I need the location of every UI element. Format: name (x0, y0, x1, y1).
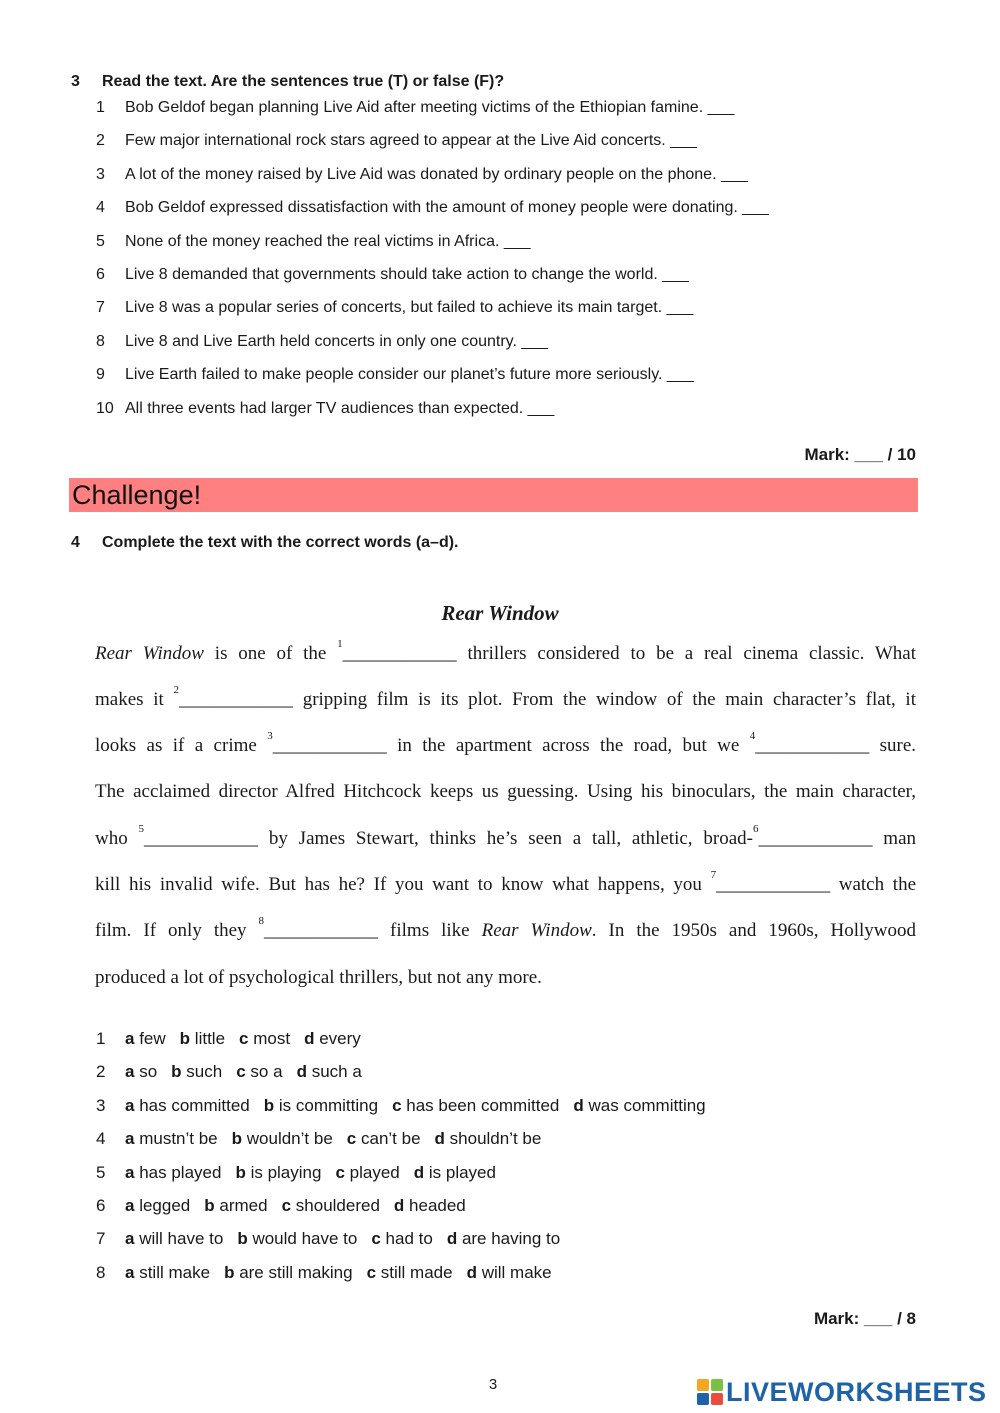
option-text: would have to (252, 1229, 358, 1249)
option-letter: c (346, 1129, 357, 1149)
option-number: 2 (96, 1062, 106, 1082)
option-text: mustn’t be (139, 1129, 218, 1149)
option-choice[interactable] (125, 1229, 223, 1248)
option-letter: c (281, 1196, 292, 1215)
option-choice[interactable] (573, 1096, 705, 1115)
statement-item (96, 233, 531, 251)
statement-number: 10 (96, 399, 114, 417)
exercise-number: 3 (71, 73, 80, 90)
passage-text: films like (378, 920, 482, 941)
passage-text: is one of the (203, 643, 338, 664)
option-text: few (139, 1029, 166, 1048)
gap-blank[interactable]: ____________ (264, 920, 379, 941)
option-choice[interactable] (235, 1163, 321, 1182)
option-letter: b (171, 1062, 182, 1082)
option-choice[interactable] (371, 1229, 432, 1248)
option-choice[interactable] (236, 1062, 282, 1081)
gap-number: 8 (258, 915, 265, 927)
italic-title: Rear Window (95, 643, 204, 664)
passage-text: thrillers considered to be a real cinema classic. What (456, 643, 916, 664)
option-text: headed (409, 1196, 466, 1215)
option-text: has committed (139, 1095, 250, 1115)
passage-line (95, 869, 917, 897)
option-choice[interactable] (232, 1129, 333, 1148)
option-choice[interactable] (435, 1129, 542, 1148)
option-letter: a (125, 1129, 135, 1149)
passage-text: sure. (869, 735, 917, 756)
option-choice[interactable] (171, 1062, 222, 1081)
statement-item (96, 266, 689, 284)
option-choice[interactable] (447, 1229, 560, 1248)
option-choice[interactable] (125, 1163, 221, 1182)
option-text: are still making (239, 1262, 353, 1282)
option-letter: d (446, 1229, 458, 1249)
statement-number: 1 (96, 99, 105, 116)
passage-text: kill his invalid wife. But has he? If you want to know what happens, you (95, 874, 711, 895)
statement-text[interactable]: Few major international rock stars agreed to appear at the Live Aid concerts. ___ (125, 132, 697, 150)
passage-text: who (95, 828, 139, 849)
option-choice[interactable] (264, 1096, 378, 1115)
option-text: armed (219, 1196, 268, 1215)
passage-text: by James Stewart, thinks he’s seen a tall, athletic, broad- (258, 828, 753, 849)
option-text: was committing (588, 1095, 706, 1115)
statement-number: 3 (96, 165, 105, 183)
answer-options-row (96, 1129, 541, 1149)
answer-options-row (96, 1062, 362, 1082)
option-letter: d (304, 1029, 315, 1048)
option-letter: b (224, 1262, 235, 1282)
option-letter: a (125, 1062, 135, 1082)
statement-item (96, 99, 734, 117)
italic-title: Rear Window (481, 920, 592, 941)
option-letter: c (236, 1062, 246, 1082)
passage-text: makes it (95, 689, 174, 710)
passage-text: gripping film is its plot. From the window of the main character’s flat, it (293, 689, 916, 710)
gap-blank[interactable]: ____________ (342, 643, 457, 664)
option-text: has been committed (406, 1095, 560, 1115)
option-letter: c (366, 1262, 377, 1282)
option-letter: b (235, 1162, 246, 1182)
option-letter: a (125, 1095, 135, 1115)
option-text: is committing (278, 1095, 379, 1115)
option-choice[interactable] (237, 1229, 357, 1248)
option-number: 5 (96, 1162, 106, 1182)
option-text: is playing (250, 1162, 322, 1182)
statement-text[interactable]: A lot of the money raised by Live Aid was donated by ordinary people on the phone. ___ (125, 165, 748, 183)
gap-number: 2 (173, 684, 179, 696)
option-text: such (186, 1062, 223, 1082)
option-letter: c (392, 1095, 402, 1115)
option-text: can’t be (360, 1129, 421, 1149)
gap-blank[interactable]: ____________ (758, 828, 873, 849)
option-text: still make (139, 1262, 211, 1282)
statement-text[interactable]: Bob Geldof expressed dissatisfaction with the amount of money people were donating. ___ (125, 199, 769, 217)
option-number: 3 (96, 1095, 106, 1115)
exercise-4-heading (71, 534, 459, 552)
statement-text[interactable]: Live 8 demanded that governments should take action to change the world. ___ (125, 266, 689, 283)
answer-options-row (96, 1263, 552, 1283)
option-number: 4 (96, 1129, 106, 1149)
option-letter: c (335, 1162, 345, 1182)
answer-options-row (96, 1229, 560, 1249)
statement-text[interactable]: Live 8 and Live Earth held concerts in only one country. ___ (125, 332, 549, 350)
option-text: has played (139, 1162, 222, 1182)
option-text: had to (385, 1229, 433, 1249)
option-letter: b (263, 1095, 275, 1115)
option-letter: d (393, 1196, 405, 1215)
option-choice[interactable] (335, 1163, 399, 1182)
gap-blank[interactable]: ____________ (716, 874, 831, 895)
passage-text: produced a lot of psychological thrillers, but not any more. (95, 967, 542, 988)
option-choice[interactable] (125, 1263, 210, 1282)
option-letter: d (413, 1162, 425, 1182)
statement-number: 7 (96, 299, 105, 317)
option-choice[interactable] (125, 1129, 218, 1148)
gap-number: 4 (749, 730, 756, 742)
option-letter: d (434, 1129, 445, 1149)
option-text: every (319, 1029, 361, 1048)
passage-line (95, 966, 916, 990)
option-text: shouldn’t be (449, 1129, 542, 1149)
option-letter: c (371, 1229, 381, 1249)
passage-text: The acclaimed director Alfred Hitchcock keeps us guessing. Using his binoculars, the main character, (95, 781, 916, 802)
statement-text[interactable]: Live 8 was a popular series of concerts, but failed to achieve its main target. ___ (125, 299, 694, 317)
passage-line (95, 780, 916, 804)
option-number: 6 (96, 1196, 106, 1215)
option-choice[interactable] (414, 1163, 496, 1182)
option-choice[interactable] (125, 1062, 157, 1081)
option-choice[interactable] (224, 1263, 353, 1282)
passage-title: Rear Window (441, 601, 559, 625)
option-choice[interactable] (367, 1263, 453, 1282)
option-letter: b (179, 1029, 191, 1048)
statement-text[interactable]: None of the money reached the real victims in Africa. ___ (125, 232, 531, 250)
passage-text: in the apartment across the road, but we (386, 735, 750, 756)
exercise-3-heading (71, 73, 504, 91)
exercise-instruction: Complete the text with the correct words (a–d). (102, 534, 459, 551)
answer-options-row (96, 1196, 466, 1216)
passage-text: . In the 1950s and 1960s, Hollywood (591, 920, 916, 941)
passage-line (95, 684, 916, 712)
option-letter: a (125, 1262, 135, 1282)
option-text: so (139, 1062, 158, 1082)
option-text: wouldn’t be (246, 1129, 333, 1149)
gap-number: 5 (138, 823, 145, 835)
statement-number: 4 (96, 199, 105, 217)
statement-item (96, 299, 693, 317)
option-text: will make (481, 1262, 552, 1282)
option-number: 8 (96, 1262, 106, 1282)
option-text: most (253, 1029, 291, 1048)
gap-number: 1 (337, 638, 343, 650)
option-choice[interactable] (297, 1062, 362, 1081)
option-number: 1 (96, 1029, 106, 1048)
passage-text: man (872, 828, 916, 849)
option-letter: a (125, 1029, 135, 1048)
option-letter: b (204, 1196, 215, 1215)
passage-text: looks as if a crime (95, 735, 268, 756)
passage-line (95, 638, 916, 666)
option-letter: c (239, 1029, 249, 1048)
passage-line (95, 915, 916, 943)
option-choice[interactable] (467, 1263, 552, 1282)
statement-text[interactable]: All three events had larger TV audiences than expected. ___ (125, 399, 555, 417)
exercise-instruction: Read the text. Are the sentences true (T) or false (F)? (102, 73, 505, 90)
statement-number: 5 (96, 232, 105, 250)
option-choice[interactable] (125, 1096, 250, 1115)
option-letter: d (466, 1262, 477, 1282)
option-choice[interactable] (394, 1196, 466, 1215)
option-choice[interactable] (304, 1029, 361, 1048)
gap-blank[interactable]: ____________ (272, 735, 387, 756)
option-text: is played (428, 1162, 496, 1182)
option-text: so a (250, 1062, 283, 1082)
option-text: little (194, 1029, 226, 1048)
option-letter: a (125, 1229, 135, 1249)
exercise-4-mark: Mark: ___ / 8 (813, 1309, 916, 1328)
statement-number: 6 (96, 266, 105, 283)
option-choice[interactable] (125, 1196, 190, 1215)
gap-number: 3 (267, 730, 273, 742)
gap-number: 6 (752, 823, 759, 835)
statement-number: 8 (96, 332, 105, 350)
option-letter: a (125, 1162, 135, 1182)
option-letter: b (237, 1229, 248, 1249)
option-choice[interactable] (239, 1029, 290, 1048)
option-text: still made (380, 1262, 453, 1282)
option-text: will have to (139, 1229, 224, 1249)
passage-text: watch the (830, 874, 917, 895)
gap-blank[interactable]: ____________ (144, 828, 259, 849)
answer-options-row (96, 1163, 496, 1183)
option-choice[interactable] (204, 1196, 267, 1215)
challenge-banner: Challenge! (69, 478, 918, 512)
option-letter: b (231, 1129, 243, 1149)
statement-item (96, 400, 554, 418)
option-choice[interactable] (125, 1029, 166, 1048)
statement-item (96, 366, 694, 384)
statement-number: 9 (96, 366, 105, 384)
option-number: 7 (96, 1229, 106, 1249)
passage-line (95, 730, 917, 758)
statement-number: 2 (96, 132, 105, 150)
option-choice[interactable] (282, 1196, 380, 1215)
answer-options-row (96, 1096, 706, 1116)
exercise-number: 4 (71, 534, 80, 551)
statement-text[interactable]: Live Earth failed to make people consider our planet’s future more seriously. ___ (125, 366, 694, 384)
answer-options-row (96, 1029, 361, 1049)
statement-item (96, 199, 769, 217)
option-letter: d (296, 1062, 307, 1082)
option-letter: a (125, 1196, 135, 1215)
gap-blank[interactable]: ____________ (179, 689, 293, 710)
liveworksheets-logo[interactable] (697, 1376, 987, 1408)
gap-blank[interactable]: ____________ (755, 735, 870, 756)
option-text: shouldered (295, 1196, 380, 1215)
liveworksheets-logo-icon (697, 1379, 723, 1405)
statement-item (96, 166, 748, 184)
page-number: 3 (488, 1376, 498, 1393)
option-text: such a (311, 1062, 362, 1082)
statement-text[interactable]: Bob Geldof began planning Live Aid after meeting victims of the Ethiopian famine. ___ (125, 99, 735, 116)
logo-text: LIVEWORKSHEETS (726, 1376, 987, 1407)
option-text: are having to (461, 1229, 561, 1249)
passage-text: film. If only they (95, 920, 259, 941)
option-text: played (349, 1162, 400, 1182)
option-letter: d (573, 1095, 584, 1115)
exercise-3-mark: Mark: ___ / 10 (804, 445, 916, 464)
statement-item (96, 333, 548, 351)
gap-number: 7 (710, 869, 717, 881)
option-choice[interactable] (392, 1096, 559, 1115)
statement-item (96, 132, 697, 150)
option-text: legged (139, 1196, 191, 1215)
passage-line (95, 823, 916, 851)
option-choice[interactable] (347, 1129, 421, 1148)
option-choice[interactable] (180, 1029, 225, 1048)
